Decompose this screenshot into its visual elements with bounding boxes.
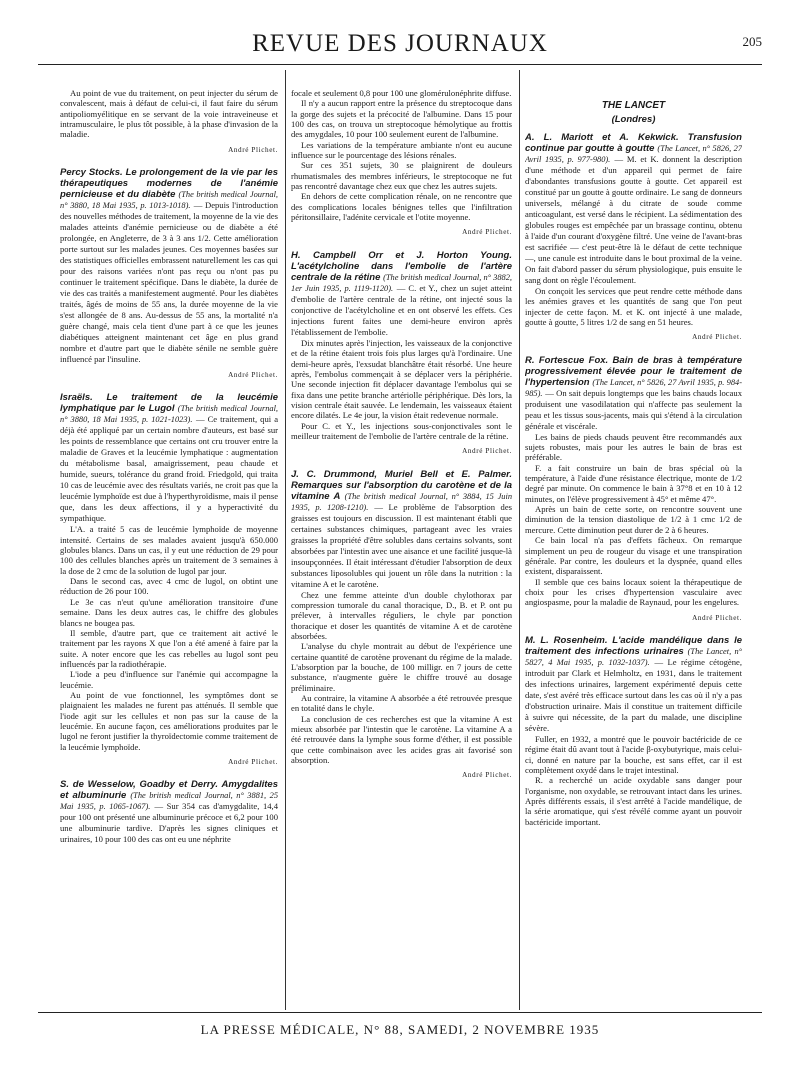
paragraph: Dans le second cas, avec 4 cmc de lugol, on obtint une réduction de 26 pour 100. — [60, 576, 278, 597]
article-heading — [525, 355, 742, 432]
paragraph: — Le problème de l'absorption des graisses est toujours en discussion. Il est maintenant établi que certaines substances chimiques, partageant avec les vraies graisses la propriété d'être solubles dans certains solvants, sont absorbées par l'intestin avec une aisance et une facilité jusque-là insoupçonnées. Il était intéressant d'étudier l'absorption de deux substances liposolubles qui jouent un rôle dans la nutrition : la vitamine A et le carotène. — [291, 501, 512, 589]
article-title: S. de Wesselow, Goadby et Derry. Amygdalites et albuminurie — [60, 779, 278, 802]
author-signature: André Plichet. — [692, 333, 742, 342]
author-signature: André Plichet. — [228, 145, 278, 154]
paragraph: focale et seulement 0,8 pour 100 une glomérulonéphrite diffuse. — [291, 88, 512, 98]
article-source: (The british medical Journal, n° 3884, 15 Juin 1935, p. 1208-1210). — [291, 491, 512, 512]
article-title: Israëls. Le traitement de la leucémie lymphatique par le Lugol — [60, 392, 278, 415]
paragraph: Il n'y a aucun rapport entre la présence du streptocoque dans la gorge des sujets et la précocité de l'albumine. Dans 15 pour 100 des cas, on trouva un streptocoque hémolytique au frottis des amygdales, 10 pour 100 seulement eurent de l'albumine. — [291, 98, 512, 140]
paragraph: Après un bain de cette sorte, on rencontre souvent une diminution de la tension diastolique de 1/2 à 1 cmc 1/2 de mercure. Cette diminution peut durer de 2 à 6 heures. — [525, 504, 742, 535]
article-source: (The Lancet, n° 5826, 27 Avril 1935, p. 984-985). — [525, 377, 742, 398]
column-middle — [291, 88, 512, 1005]
paragraph: F. a fait construire un bain de bras spécial où la température, à l'aide d'une résistance électrique, monte de 1/2 degré par minute. On commence le bain à 37°8 et en 10 à 12 minutes, on l'élève progressivement à 45° et même 47°. — [525, 462, 742, 504]
paragraph: Il semble, d'autre part, que ce traitement ait activé le traitement par les rayons X que l'on a été amené à faire par la suite. A noter encore que les cas rebelles au lugol sont peu influencés par la radiothérapie. — [60, 627, 278, 669]
article-heading — [525, 635, 742, 734]
article-source: (The british medical Journal, n° 3881, 25 Mai 1935, p. 1065-1067). — [60, 791, 278, 812]
article-title: A. L. Mariott et A. Kekwick. Transfusion continue par goutte à goutte — [525, 132, 742, 154]
paragraph: On conçoit les services que peut rendre cette méthode dans les anémies graves et les quantités de sang que l'on peut injecter de cette façon. M. et K. ont injecté à une malade, goutte à goutte, 5 litres 1/2 de sang en 51 heures. — [525, 286, 742, 328]
paragraph: Pour C. et Y., les injections sous-conjonctivales sont le meilleur traitement de l'embolie de l'artère centrale de la rétine. — [291, 420, 512, 441]
paragraph: Dix minutes après l'injection, les vaisseaux de la conjonctive et de la rétine étaient trois fois plus larges qu'à l'ordinaire. Une demi-heure après, l'exsudat blanchâtre était résorbé. Une heure après, l'embolus commençait à se déplacer vers la périphérie. Une seconde injection fit déplacer davantage l'embolus qui se fixa dans une petite branche artériolle périphérique. Dès lors, la vision centrale était sauvée. Le lendemain, les vaisseaux étaient encore dilatés. Le 4e jour, la vision était redevenue normale. — [291, 337, 512, 421]
journal-section-title: REVUE DES JOURNAUX — [252, 30, 548, 57]
paragraph: Il semble que ces bains locaux soient la thérapeutique de choix pour les crises d'hypertension vasculaire avec angiospasme, pour la maladie de Raynaud, pour les engelures. — [525, 576, 742, 608]
paragraph: Au contraire, la vitamine A absorbée a été retrouvée presque en totalité dans le chyle. — [291, 693, 512, 714]
paragraph: L'A. a traité 5 cas de leucémie lymphoïde de moyenne intensité. Certains de ses malades avaient jusqu'à 650.000 globules blancs. Dans un cas, il y eut une réduction de 29 pour 100 des cellules blanches après un traitement de 3 semaines à la dose de 2 cmc de la solution de lugol par jour. — [60, 524, 278, 576]
author-signature: André Plichet. — [228, 371, 278, 380]
article-heading — [60, 779, 278, 845]
author-signature: André Plichet. — [228, 757, 278, 766]
column-divider — [285, 70, 286, 1010]
article-heading — [291, 469, 512, 590]
paragraph: Le 3e cas n'eut qu'une amélioration transitoire d'une semaine. Dans les deux autres cas, le chiffre des globules blancs ne bougea pas. — [60, 596, 278, 628]
author-signature: André Plichet. — [462, 228, 512, 237]
journal-name: THE LANCET — [601, 100, 666, 111]
paragraph: Les variations de la température ambiante n'ont eu aucune influence sur le pourcentage des lésions rénales. — [291, 139, 512, 161]
article-heading — [60, 167, 278, 365]
article-source: (The british medical Journal, n° 3882, 1er Juin 1935, p. 1119-1120). — [291, 272, 512, 293]
paragraph: — On sait depuis longtemps que les bains chauds locaux produisent une vasodilatation qui n'affecte pas seulement la peau et les tissus sous-jacents, mais qui s'étend à la circulation générale et viscérale. — [525, 387, 742, 431]
article-source: (The Lancet, n° 5826, 27 Avril 1935, p. 977-980). — [525, 144, 742, 164]
paragraph: Ce bain local n'a pas d'effets fâcheux. On remarque simplement un peu de rougeur du visage et une transpiration générale. Par contre, les douleurs et la dyspnée, quand elles existent, disparaissent. — [525, 535, 742, 577]
article-title: M. L. Rosenheim. L'acide mandélique dans le traitement des infections urinaires — [525, 634, 742, 657]
paragraph: — Sur 354 cas d'amygdalite, 14,4 pour 100 ont présenté une albuminurie précoce et 6,2 pour 100 une albuminurie tardive. D'après les signes cliniques et urinaires, 10 pour 100 des cas ont eu une néphrite — [60, 801, 278, 845]
column-right — [525, 88, 742, 1005]
paragraph: — M. et K. donnent la description d'une méthode et d'un appareil qui permet de faire d'abondantes transfusions goutte à goutte. Cet appareil est constitué par un goutte à goutte ordinaire. Le sang de donneurs universels, mélangé à du citrate de soude comme anticoagulant, est versé dans le récipient. La sédimentation des globules rouges est empêchée par un brassage continu, obtenu à l'aide d'un courant d'oxygène filtré. Une veine de l'avant-bras est sacrifiée — c'est peut-être là le défaut de cette technique —, une canule est introduite dans le bout proximal de la veine. On fait d'abord passer du sérum physiologique, puis ensuite le sang dont on règle l'écoulement. — [525, 154, 742, 285]
paragraph: — C. et Y., chez un sujet atteint d'embolie de l'artère centrale de la rétine, ont injecté sous la conjonctive de l'acétylcholine et en ont observé les effets. Ces injections furent faites une demi-heure environ après l'établissement de l'embolie. — [291, 282, 512, 337]
author-signature: André Plichet. — [462, 771, 512, 780]
paragraph: La conclusion de ces recherches est que la vitamine A est mieux absorbée par l'intestin que le carotène. La vitamine A a été retrouvée dans la lymphe sous forme d'éther, il est possible que cette combinaison avec les acides gras ait favorisé son absorption. — [291, 713, 512, 766]
column-divider — [519, 70, 520, 1010]
article-heading — [60, 392, 278, 524]
article-title: Percy Stocks. Le prolongement de la vie par les thérapeutiques modernes de l'anémie pernicieuse et du diabète — [60, 167, 278, 201]
article-heading — [291, 250, 512, 338]
page-number: 205 — [742, 34, 762, 49]
paragraph: Chez une femme atteinte d'un double chylothorax par compression tumorale du canal thoracique, D., B. et P. ont pu prélever, à intervalles réguliers, le chyle par ponction thoracique et doser les quantités de vitamine A et de carotène absorbées. — [291, 589, 512, 641]
author-signature: André Plichet. — [692, 613, 742, 622]
header-rule — [38, 64, 762, 65]
journal-city: (Londres) — [611, 114, 656, 125]
paragraph: — Le régime cétogène, introduit par Clark et Helmholtz, en 1931, dans le traitement des infections urinaires, largement expérimenté depuis cette date, s'est avéré très efficace surtout dans les cas où il n'y a pas d'obstruction urinaire. Mais il constitue un traitement difficile à suivre qui nécessite, de la part du malade, une discipline sévère. — [525, 656, 742, 733]
column-left — [60, 88, 278, 1005]
paragraph: — Depuis l'introduction des nouvelles méthodes de traitement, la moyenne de la vie des malades atteints d'anémie pernicieuse ou de diabète a été prolongée, en Angleterre, de 3 à 3 ans 1/2. Cette amélioration porte surtout sur les malades jeunes. Ces moyennes basées sur des statistiques officielles embrassent naturellement les cas qui pour des raisons variées n'ont pas reçu ou n'ont pas pu continuer le traitement spécifique. Dans le diabète, la durée de vie des cas traités a manifestement augmenté. Pour les diabètes traités, âgés de moins de 55 ans, la durée moyenne de la vie s'est allongée de 8 ans. Au-dessus de 55 ans, la mortalité n'a guère changé, mais cela tient d'une part à ce que les jeunes diabétiques atteignent maintenant cet âge en plus grand nombre et d'autre part que le diabète sénile ne semble guère influencé par l'insuline. — [60, 200, 278, 365]
paragraph: Fuller, en 1932, a montré que le pouvoir bactéricide de ce régime était dû avant tout à l'acide β-oxybutyrique, mais celui-ci, donné en nature par la bouche, est sans effet, car il est complètement oxydé dans le trajet intestinal. — [525, 733, 742, 775]
article-source: (The british medical Journal, n° 3880, 18 Mai 1935, p. 1013-1018). — [60, 190, 278, 211]
paragraph: Au point de vue du traitement, on peut injecter du sérum de convalescent, mais à défaut de celui-ci, il faut faire du sérum antipoliomyélitique en se servant de la voie intraveineuse et intramusculaire, le plus tôt possible, à la phase d'invasion de la maladie. — [60, 88, 278, 140]
article-title: H. Campbell Orr et J. Horton Young. L'acétylcholine dans l'embolie de l'artère centrale de la rétine — [291, 249, 512, 283]
article-heading — [525, 132, 742, 286]
paragraph: L'analyse du chyle montrait au début de l'expérience une certaine quantité de carotène provenant du régime de la malade. L'absorption par la bouche, de 100 milligr. en 7 jours de cette substance, n'augmente guère le chiffre trouvé au dosage préliminaire. — [291, 641, 512, 693]
paragraph: Les bains de pieds chauds peuvent être recommandés aux sujets robustes, mais pour les autres le bain de bras est préférable. — [525, 431, 742, 463]
page-footer: LA PRESSE MÉDICALE, N° 88, SAMEDI, 2 NOVEMBRE 1935 — [200, 1022, 600, 1037]
paragraph: Sur ces 351 sujets, 30 se plaignirent de douleurs rhumatismales des membres inférieurs, le streptocoque ne fut pas rencontré davantage chez eux que chez les autres sujets. — [291, 160, 512, 192]
paragraph: L'iode a peu d'influence sur l'anémie qui accompagne la leucémie. — [60, 669, 278, 690]
paragraph: Au point de vue fonctionnel, les symptômes dont se plaignaient les malades ne furent pas atténués. Il semble que l'iode agit sur les cellules et non pas sur la cause de la leucémie. En aucune façon, ces améliorations produites par le lugol ne feront justifier la thyroïdectomie comme traitement de la leucémie lymphoïde. — [60, 689, 278, 752]
article-source: (The Lancet, n° 5827, 4 Mai 1935, p. 1032-1037). — [525, 646, 742, 667]
article-source: (The british medical Journal, n° 3880, 18 Mai 1935, p. 1021-1023). — [60, 404, 278, 425]
author-signature: André Plichet. — [462, 447, 512, 456]
footer-rule — [38, 1012, 762, 1013]
article-title: J. C. Drummond, Muriel Bell et E. Palmer. Remarques sur l'absorption du carotène et de la vitamine A — [291, 468, 512, 502]
paragraph: R. a recherché un acide oxydable sans danger pour l'organisme, non oxydable, se retrouvant intact dans les urines. Après différents essais, il s'est arrêté à l'acide mandélique, de la série aromatique, qui s'est révélé comme ayant un pouvoir bactéricide important. — [525, 775, 742, 827]
paragraph: — Ce traitement, qui a déjà été appliqué par un certain nombre d'auteurs, est basé sur les points de ressemblance que certains ont cru trouver entre la maladie de Graves et la leucémie lymphatique : augmentation du métabolisme basal, amaigrissement, peau chaude et humide, sueurs, tolérance du grand froid. Friedgold, qui traita 10 cas de leucémie avec des résultats variés, ne croit pas que la leucémie lymphoïde est due à l'hyperthyroïdisme, mais il pense que, dans les deux affections, il y a hyperactivité du sympathique. — [60, 414, 278, 524]
article-title: R. Fortescue Fox. Bain de bras à température progressivement élevée pour le traitement de l'hypertension — [525, 354, 742, 388]
page-header — [38, 30, 762, 66]
paragraph: En dehors de cette complication rénale, on ne rencontre que des complications locales bénignes telles que l'infiltration péritonsillaire, l'adénite cervicale et l'otite moyenne. — [291, 191, 512, 223]
